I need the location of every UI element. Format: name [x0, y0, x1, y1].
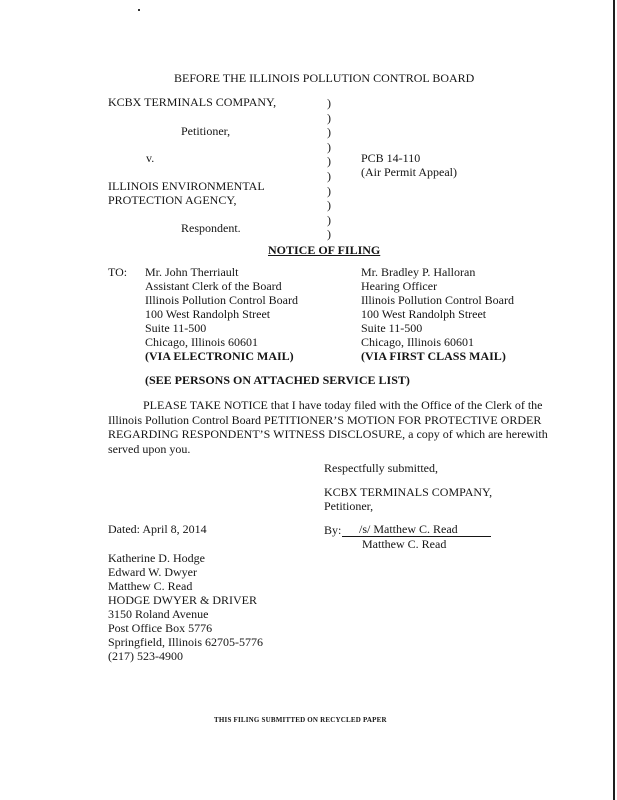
counsel-po-box: Post Office Box 5776 [108, 621, 213, 635]
counsel-firm: HODGE DWYER & DRIVER [108, 593, 257, 607]
counsel-name: Edward W. Dwyer [108, 565, 197, 579]
paren: ) [327, 183, 331, 198]
closing-respectfully: Respectfully submitted, [324, 461, 438, 475]
notice-paragraph [108, 398, 552, 456]
closing-company: KCBX TERMINALS COMPANY, [324, 485, 493, 499]
recipient-left-org: Illinois Pollution Control Board [145, 293, 299, 307]
versus: v. [146, 151, 155, 165]
recipient-right-title: Hearing Officer [361, 279, 438, 293]
recipient-right-suite: Suite 11-500 [361, 321, 423, 335]
recipient-right-street: 100 West Randolph Street [361, 307, 487, 321]
recycled-paper-footer: THIS FILING SUBMITTED ON RECYCLED PAPER [214, 716, 387, 724]
case-type: (Air Permit Appeal) [361, 165, 457, 179]
paren: ) [327, 212, 331, 227]
recipient-left-city: Chicago, Illinois 60601 [145, 335, 258, 349]
paren: ) [327, 154, 331, 169]
dated: Dated: April 8, 2014 [108, 522, 207, 536]
paren: ) [327, 96, 331, 110]
recipient-right-city: Chicago, Illinois 60601 [361, 335, 474, 349]
recipient-right-org: Illinois Pollution Control Board [361, 293, 515, 307]
case-number: PCB 14-110 [361, 151, 421, 165]
board-title: BEFORE THE ILLINOIS POLLUTION CONTROL BOARD [174, 71, 475, 85]
petitioner-role: Petitioner, [181, 124, 231, 138]
notice-title: NOTICE OF FILING [268, 243, 381, 257]
paren: ) [327, 198, 331, 213]
paren: ) [327, 125, 331, 140]
paren: ) [327, 227, 331, 242]
electronic-signature: /s/ Matthew C. Read [359, 522, 458, 536]
recipient-left-suite: Suite 11-500 [145, 321, 207, 335]
respondent-name-line2: PROTECTION AGENCY, [108, 193, 237, 207]
counsel-street: 3150 Roland Avenue [108, 607, 209, 621]
paren: ) [327, 139, 331, 154]
counsel-name: Katherine D. Hodge [108, 551, 205, 565]
closing-role: Petitioner, [324, 499, 374, 513]
page-edge-scan-line [613, 0, 615, 800]
recipient-left-method: (VIA ELECTRONIC MAIL) [145, 349, 294, 363]
counsel-city: Springfield, Illinois 62705-5776 [108, 635, 263, 649]
recipient-left-name: Mr. John Therriault [145, 265, 239, 279]
respondent-role: Respondent. [181, 221, 241, 235]
recipient-right-method: (VIA FIRST CLASS MAIL) [361, 349, 506, 363]
counsel-phone: (217) 523-4900 [108, 649, 183, 663]
service-list-note: (SEE PERSONS ON ATTACHED SERVICE LIST) [145, 373, 410, 387]
counsel-name: Matthew C. Read [108, 579, 193, 593]
signer-name: Matthew C. Read [362, 537, 447, 551]
recipient-right-name: Mr. Bradley P. Halloran [361, 265, 476, 279]
to-label: TO: [108, 265, 128, 279]
scan-speck [138, 9, 140, 11]
petitioner-name: KCBX TERMINALS COMPANY, [108, 95, 277, 109]
respondent-name-line1: ILLINOIS ENVIRONMENTAL [108, 179, 265, 193]
by-label: By: [324, 523, 342, 537]
recipient-left-street: 100 West Randolph Street [145, 307, 271, 321]
paren: ) [327, 168, 331, 183]
recipient-left-title: Assistant Clerk of the Board [145, 279, 282, 293]
paren: ) [327, 110, 331, 125]
notice-paragraph-text: PLEASE TAKE NOTICE that I have today filed with the Office of the Clerk of the Illinois Pollution Control Board PETITIONER’S MOTION FOR PROTECTIVE ORDER REGARDING RESPONDENT’S WITNESS DISCLOSURE, a copy of which are herewith served upon you. [108, 398, 548, 456]
caption-parentheses [327, 96, 337, 242]
